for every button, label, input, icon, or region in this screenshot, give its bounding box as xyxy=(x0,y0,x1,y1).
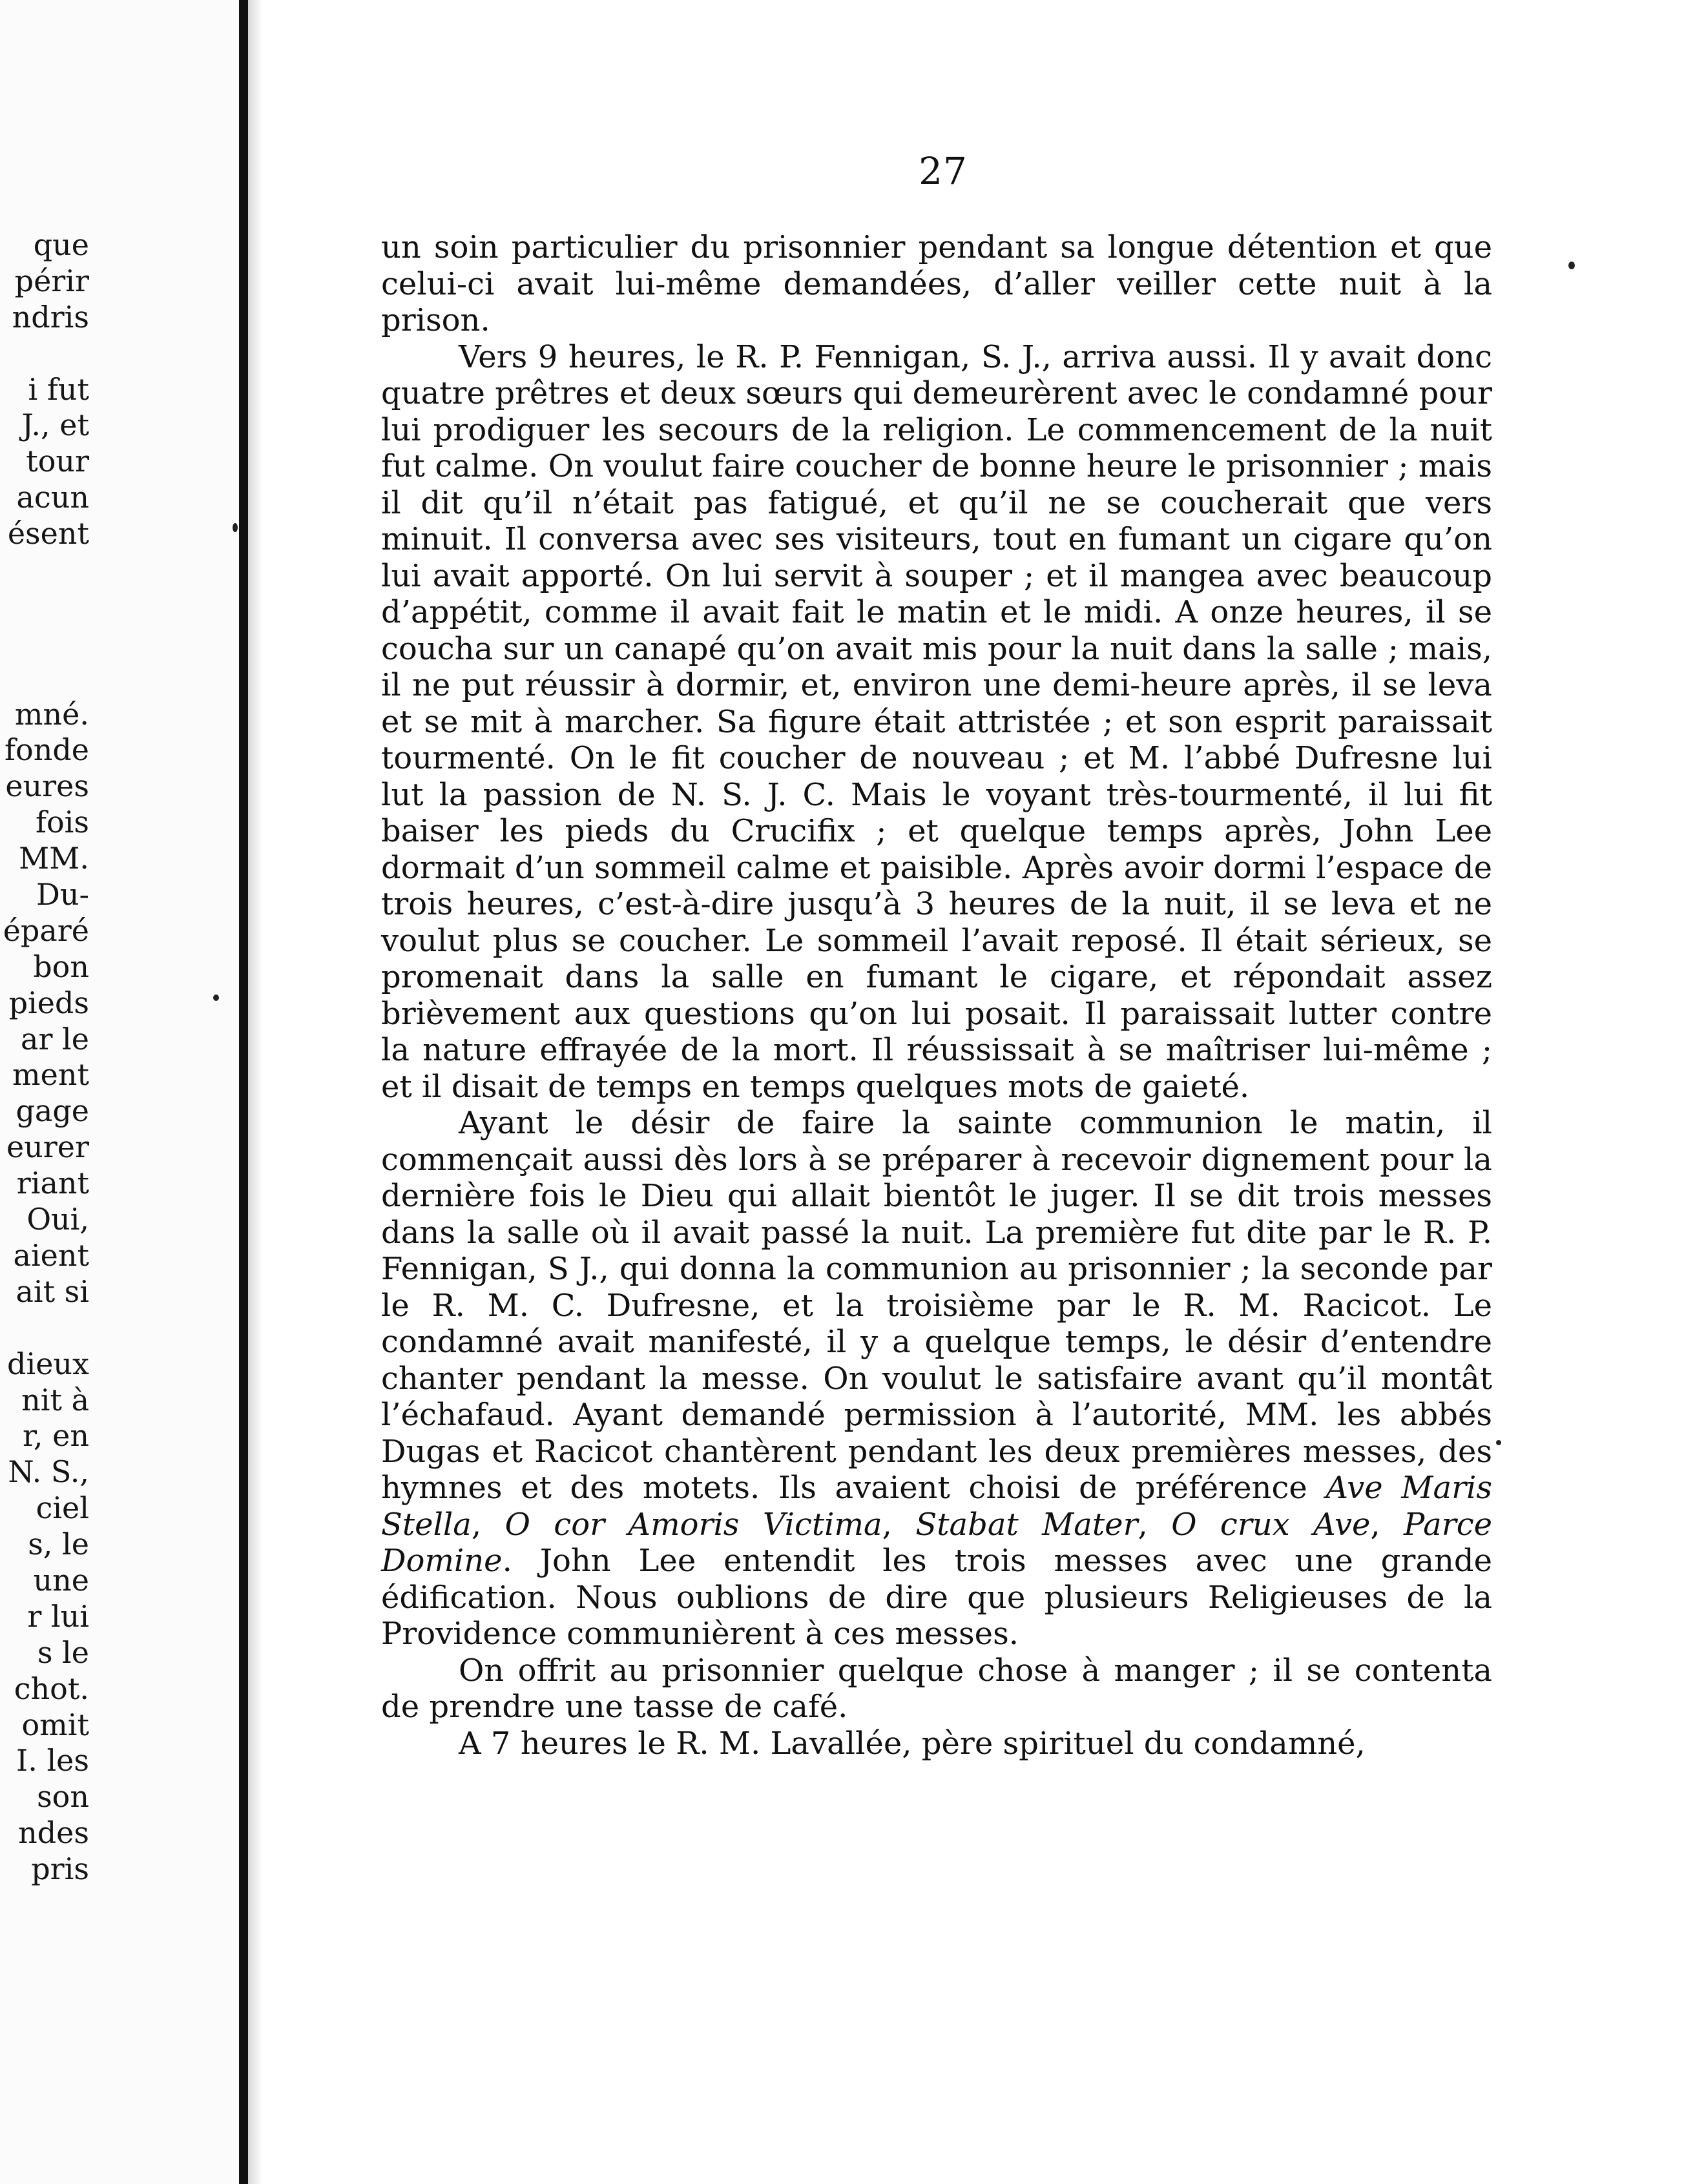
left-page-line-fragment: ment xyxy=(12,1057,89,1093)
paragraph-communion-text-end: . John Lee entendit les trois messes avec une grande édification. Nous oublions de dire que plusieurs Religieuses de la Providence communièrent à ces messes. xyxy=(381,1543,1492,1652)
hymn-title-ave-maris-stella: Ave Maris Stella xyxy=(381,1470,1493,1543)
left-page-line-fragment: Oui, xyxy=(26,1202,89,1237)
left-page-line-fragment: MM. xyxy=(19,841,89,876)
paragraph-coffee: On offrit au prisonnier quelque chose à manger ; il se contenta de prendre une tasse de café. xyxy=(381,1652,1492,1725)
print-speck xyxy=(233,523,238,532)
left-page-line-fragment: ndris xyxy=(12,299,89,335)
left-page-line-fragment: N. S., xyxy=(8,1454,89,1490)
left-page-line-fragment: i fut xyxy=(28,371,89,407)
book-gutter xyxy=(239,0,248,2184)
left-page-line-fragment: Du- xyxy=(36,877,89,912)
paragraph-night-vigil: Vers 9 heures, le R. P. Fennigan, S. J., arriva aussi. Il y avait donc quatre prêtres et deux sœurs qui demeurèrent avec le condamné pour lui prodiguer les secours de la religion. Le commencement de la nuit fut calme. On voulut faire coucher de bonne heure le prisonnier ; mais il dit qu’il n’était pas fatigué, et qu’il ne se coucherait que vers minuit. Il conversa avec ses visiteurs, tout en fumant un cigare qu’on lui avait apporté. On lui servit à souper ; et il mangea avec beaucoup d’appétit, comme il avait fait le matin et le midi. A onze heures, il se coucha sur un canapé qu’on avait mis pour la nuit dans la salle ; mais, il ne put réussir à dormir, et, environ une demi-heure après, il se leva et se mit à marcher. Sa figure était attristée ; et son esprit paraissait tourmenté. On le fit coucher de nouveau ; et M. l’abbé Dufresne lui lut la passion de N. S. J. C. Mais le voyant très-tourmenté, il lui fit baiser les pieds du Crucifix ; et quelque temps après, John Lee dormait d’un sommeil calme et paisible. Après avoir dormi l’espace de trois heures, c’est-à-dire jusqu’à 3 heures de la nuit, il se leva et ne voulut plus se coucher. Le sommeil l’avait reposé. Il était sérieux, se promenait dans la salle en fumant le cigare, et répondait assez brièvement aux questions qu’on lui posait. Il paraissait lutter contre la nature effrayée de la mort. Il réussissait à se maîtriser lui-même ; et il disait de temps en temps quelques mots de gaieté. xyxy=(381,338,1492,1105)
left-page-line-fragment: chot. xyxy=(14,1671,89,1706)
left-page-line-fragment: dieux xyxy=(7,1346,89,1381)
left-page-line-fragment xyxy=(0,661,89,697)
left-page-line-fragment: ciel xyxy=(36,1490,89,1526)
left-page-line-fragment: ésent xyxy=(7,516,89,551)
left-page-line-fragment: périr xyxy=(14,263,89,298)
left-facing-page xyxy=(0,0,239,2184)
hymn-title-o-crux-ave: O crux Ave xyxy=(1171,1506,1371,1543)
left-page-line-fragment: ait si xyxy=(16,1273,89,1309)
left-page-line-fragment: pris xyxy=(31,1851,89,1887)
print-speck xyxy=(213,994,219,1001)
left-page-line-fragment: omit xyxy=(21,1707,89,1742)
hymn-title-stabat-mater: Stabat Mater xyxy=(915,1506,1138,1543)
left-page-line-fragment: son xyxy=(37,1779,89,1815)
gutter-shadow xyxy=(248,0,262,2184)
left-page-line-fragment: acun xyxy=(16,480,89,515)
left-page-line-fragment: s, le xyxy=(28,1527,89,1562)
left-page-line-fragment: aient xyxy=(13,1237,89,1273)
left-page-line-fragment: I. les xyxy=(16,1743,89,1778)
paragraph-continuation: un soin particulier du prisonnier pendant sa longue détention et que celui-ci avait lui-même demandées, d’aller veiller cette nuit à la prison. xyxy=(381,229,1492,338)
left-page-line-fragment: gage xyxy=(16,1093,89,1129)
left-page-line-fragment: une xyxy=(33,1562,89,1598)
left-page-line-fragment: r lui xyxy=(27,1598,89,1634)
left-page-line-fragment xyxy=(0,552,89,588)
separator: , xyxy=(1370,1506,1404,1543)
left-page-line-fragment: eures xyxy=(5,768,89,804)
hymn-title-parce-domine: Parce Domine xyxy=(381,1506,1493,1579)
left-page-text-fragments xyxy=(0,227,89,1888)
left-page-line-fragment: nit à xyxy=(21,1382,89,1417)
left-page-line-fragment: ndes xyxy=(18,1815,89,1851)
left-page-line-fragment xyxy=(0,588,89,624)
page-body-text xyxy=(381,229,1492,1762)
left-page-line-fragment: riant xyxy=(16,1166,89,1201)
left-page-line-fragment: s le xyxy=(37,1634,89,1670)
page-number: 27 xyxy=(919,149,968,193)
separator: , xyxy=(882,1506,916,1543)
left-page-line-fragment: r, en xyxy=(22,1418,89,1454)
left-page-line-fragment: pieds xyxy=(8,985,89,1020)
print-speck xyxy=(1496,1440,1501,1445)
left-page-line-fragment: fois xyxy=(35,805,89,840)
left-page-line-fragment xyxy=(0,1310,89,1346)
left-page-line-fragment xyxy=(0,336,89,372)
left-page-line-fragment: mné. xyxy=(14,696,89,732)
hymn-title-o-cor-amoris-victima: O cor Amoris Victima xyxy=(504,1506,882,1543)
paragraph-communion-text: Ayant le désir de faire la sainte communion le matin, il commençait aussi dès lors à se préparer à recevoir dignement pour la dernière fois le Dieu qui allait bientôt le juger. Il se dit trois messes dans la salle où il avait passé la nuit. La première fut dite par le R. P. Fennigan, S J., qui donna la communion au prisonnier ; la seconde par le R. M. C. Dufresne, et la troisième par le R. M. Racicot. Le condamné avait manifesté, il y a quelque temps, le désir d’entendre chanter pendant la messe. On voulut le satisfaire avant qu’il montât l’échafaud. Ayant demandé permission à l’autorité, MM. les abbés Dugas et Racicot chantèrent pendant les deux premières messes, des hymnes et des motets. Ils avaient choisi de préférence xyxy=(381,1105,1492,1506)
left-page-line-fragment: éparé xyxy=(3,912,89,948)
left-page-line-fragment: bon xyxy=(33,949,89,984)
left-page-line-fragment: eurer xyxy=(6,1129,89,1165)
left-page-line-fragment: J., et xyxy=(21,407,89,443)
left-page-line-fragment: ar le xyxy=(21,1021,89,1056)
left-page-line-fragment: fonde xyxy=(4,732,89,768)
paragraph-final-line: A 7 heures le R. M. Lavallée, père spirituel du condamné, xyxy=(459,1725,1366,1762)
print-speck xyxy=(1568,262,1575,269)
left-page-line-fragment: tour xyxy=(26,444,89,479)
paragraph-communion xyxy=(381,1105,1492,1653)
left-page-line-fragment xyxy=(0,624,89,661)
left-page-line-fragment: que xyxy=(33,227,89,262)
separator: , xyxy=(1138,1506,1172,1543)
separator: , xyxy=(471,1506,505,1543)
